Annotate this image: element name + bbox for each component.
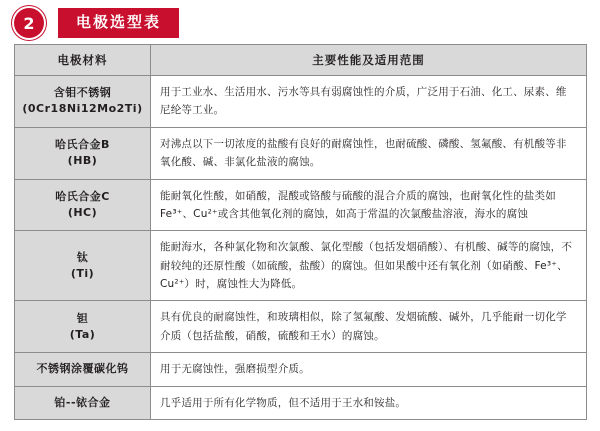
cell-material xyxy=(15,301,151,353)
table-row xyxy=(15,76,587,128)
cell-material xyxy=(15,386,151,419)
cell-description: 能耐海水，各种氯化物和次氯酸、氯化型酸（包括发烟硝酸）、有机酸、碱等的腐蚀，不耐较纯的还原性酸（如硫酸，盐酸）的腐蚀。但如果酸中还有氧化剂（如硝酸、Fe³⁺、Cu²⁺）时，腐蚀性大为降低。 xyxy=(151,231,587,301)
cell-material xyxy=(15,231,151,301)
material-line-1: 铂--铱合金 xyxy=(54,395,111,409)
column-header-description: 主要性能及适用范围 xyxy=(151,45,587,76)
material-line-1: 含钼不锈钢 xyxy=(53,86,112,100)
material-line-1: 哈氏合金C xyxy=(55,189,110,203)
column-header-material: 电极材料 xyxy=(15,45,151,76)
cell-description: 具有优良的耐腐蚀性，和玻璃相似，除了氢氟酸、发烟硫酸、碱外，几乎能耐一切化学介质（包括盐酸，硝酸，硫酸和王水）的腐蚀。 xyxy=(151,301,587,353)
table-row xyxy=(15,127,587,179)
material-line-2: (Ti) xyxy=(70,266,95,280)
material-line-1: 钽 xyxy=(76,311,89,325)
table-row xyxy=(15,386,587,419)
cell-description: 用于无腐蚀性，强磨损型介质。 xyxy=(151,353,587,386)
table-row xyxy=(15,353,587,386)
page-title: 电极选型表 xyxy=(58,8,179,39)
cell-description: 几乎适用于所有化学物质，但不适用于王水和铵盐。 xyxy=(151,386,587,419)
material-line-1: 钛 xyxy=(76,250,89,264)
material-line-2: (HB) xyxy=(67,154,98,168)
cell-material xyxy=(15,127,151,179)
section-number-badge: 2 xyxy=(14,8,44,38)
cell-description: 能耐氧化性酸，如硝酸，混酸或铬酸与硫酸的混合介质的腐蚀，也耐氧化性的盐类如Fe³⁺、Cu²⁺或含其他氧化剂的腐蚀，如高于常温的次氯酸盐溶液，海水的腐蚀 xyxy=(151,179,587,231)
document-header xyxy=(0,0,600,44)
material-line-1: 哈氏合金B xyxy=(55,138,110,152)
material-line-1: 不锈钢涂覆碳化钨 xyxy=(36,362,129,376)
electrode-selection-table xyxy=(14,44,587,420)
material-line-2: (Ta) xyxy=(69,327,96,341)
table-row xyxy=(15,179,587,231)
table-row xyxy=(15,231,587,301)
table-row xyxy=(15,301,587,353)
cell-description: 用于工业水、生活用水、污水等具有弱腐蚀性的介质，广泛用于石油、化工、尿素、维尼纶等工业。 xyxy=(151,76,587,128)
cell-material xyxy=(15,179,151,231)
table-container xyxy=(0,44,600,420)
cell-material xyxy=(15,353,151,386)
material-line-2: (0Cr18Ni12Mo2Ti) xyxy=(22,102,143,116)
table-header-row xyxy=(15,45,587,76)
cell-material xyxy=(15,76,151,128)
material-line-2: (HC) xyxy=(67,205,98,219)
cell-description: 对沸点以下一切浓度的盐酸有良好的耐腐蚀性，也耐硫酸、磷酸、氢氟酸、有机酸等非氧化酸、碱、非氯化盐液的腐蚀。 xyxy=(151,127,587,179)
